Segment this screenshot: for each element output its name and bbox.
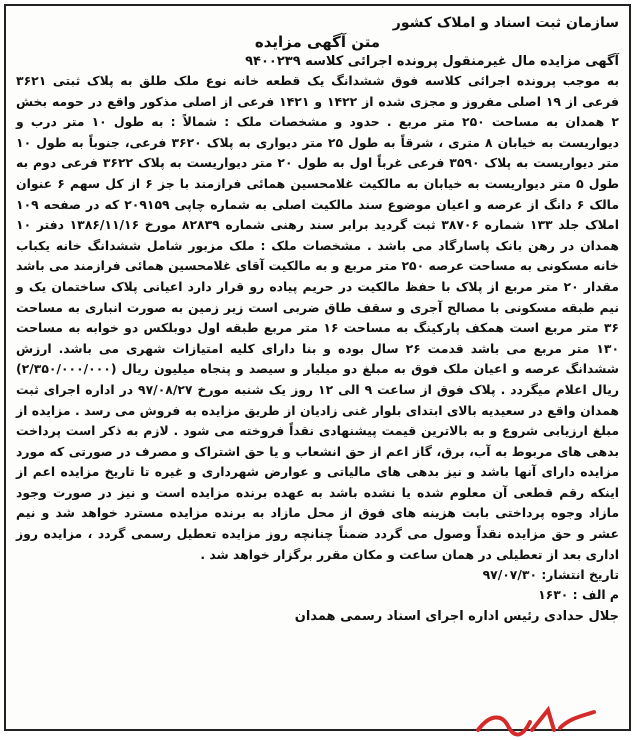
notice-page [4, 4, 631, 731]
publish-date: تاریخ انتشار: ۹۷/۰۷/۳۰ [482, 567, 619, 583]
organization-name: سازمان ثبت اسناد و املاک کشور [392, 15, 619, 31]
handwritten-signature-mark [470, 700, 600, 740]
notice-body: به موجب پرونده اجرائی کلاسه فوق ششدانگ یک قطعه خانه نوع ملک طلق به پلاک ثبتی ۳۶۲۱ فرعی از ۱۹ اصلی مفروز و مجزی شده از ۱۴۲۲ و ۱۴۲۱ فرعی از اصلی مذکور واقع در حومه بخش ۲ همدان به مساحت ۲۵۰ متر مربع . حدود و مشخصات ملک : شمالاً : به طول ۱۰ متر درب و دیواریست به خیابان ۸ متری ، شرقاً به طول ۲۵ متر دیواری به پلاک ۳۶۲۰ فرعی، جنوباً به طول ۱۰ متر دیواریست به پلاک ۳۵۹۰ فرعی غرباً اول به طول ۲۰ متر دیواریست به پلاک ۳۶۲۲ فرعی دوم به طول ۵ متر دیواریست به خیابان به مالکیت غلامحسین همائی فرازمند با جز ۶ از کل سهم ۶ عنوان مالک ۶ دانگ از عرصه و اعیان موضوع سند مالکیت اصلی به شماره چاپی ۲۰۹۱۵۹ که در صفحه ۱۰۹ املاک جلد ۱۳۳ شماره ۳۸۷۰۶ ثبت گردید برابر سند رهنی شماره ۸۲۸۳۹ مورخ ۱۳۸۶/۱۱/۱۶ دفتر ۱۰ همدان در رهن بانک پاسارگاد می باشد . مشخصات ملک : ملک مزبور شامل ششدانگ خانه یکباب خانه مسکونی به مساحت عرصه ۲۵۰ متر مربع و به مالکیت آقای غلامحسین همائی فرازمند می باشد مقدار ۲۰ متر مربع از پلاک با حفظ مالکیت در حریم پیاده رو قرار دارد اعیانی پلاک ساختمان یک و نیم طبقه مسکونی با مصالح آجری و سقف طاق ضربی است زیر زمین به صورت انباری به مساحت ۳۶ متر مربع است همکف پارکینگ به مساحت ۱۶ متر مربع طبقه اول دوبلکس دو خوابه به مساحت ۱۳۰ متر مربع می باشد قدمت ۲۶ سال بوده و بنا دارای کلیه امتیازات شهری می باشد. ارزش ششدانگ عرصه و اعیان ملک فوق به مبلغ دو میلیار و سیصد و پنجاه میلیون ریال (۲/۳۵۰/۰۰۰/۰۰۰) ریال اعلام میگردد . پلاک فوق از ساعت ۹ الی ۱۲ روز یک شنبه مورخ ۹۷/۰۸/۲۷ در اداره اجرای ثبت همدان واقع در سعیدیه بالای ابتدای بلوار غنی زادیان از طریق مزایده به فروش می رسد . مزایده از مبلغ ارزیابی شروع و به بالاترین قیمت پیشنهادی نقداً فروخته می شود . لازم به ذکر است پرداخت بدهی های مربوط به آب، برق، گاز اعم از حق انشعاب و یا حق اشتراک و مصرف در صورتی که مورد مزایده دارای آنها باشد و نیز بدهی های مالیاتی و عوارض شهرداری و غیره تا تاریخ مزایده اعم از اینکه رقم قطعی آن معلوم شده یا نشده باشد به عهده برنده مزایده است و نیز در صورت وجود مازاد وجوه پرداختی بابت هزینه های فوق از محل مازاد به برنده مزایده مسترد خواهد شد و نیم عشر و حق مزایده نقداً وصول می گردد ضمناً چنانچه روز مزایده تعطیل رسمی گردد ، مزایده روز اداری بعد از تعطیلی در همان ساعت و مکان مقرر برگزار خواهد شد . [16, 73, 620, 562]
notice-headline: متن آگهی مزایده [254, 33, 381, 51]
notice-subject: آگهی مزایده مال غیرمنقول پرونده اجرائی کلاسه ۹۴۰۰۲۳۹ [245, 54, 619, 69]
notice-content [6, 6, 629, 627]
signature-line: جلال حدادی رئیس اداره اجرای اسناد رسمی همدان [294, 609, 619, 625]
notice-code: م الف : ۱۶۳۰ [538, 587, 619, 603]
